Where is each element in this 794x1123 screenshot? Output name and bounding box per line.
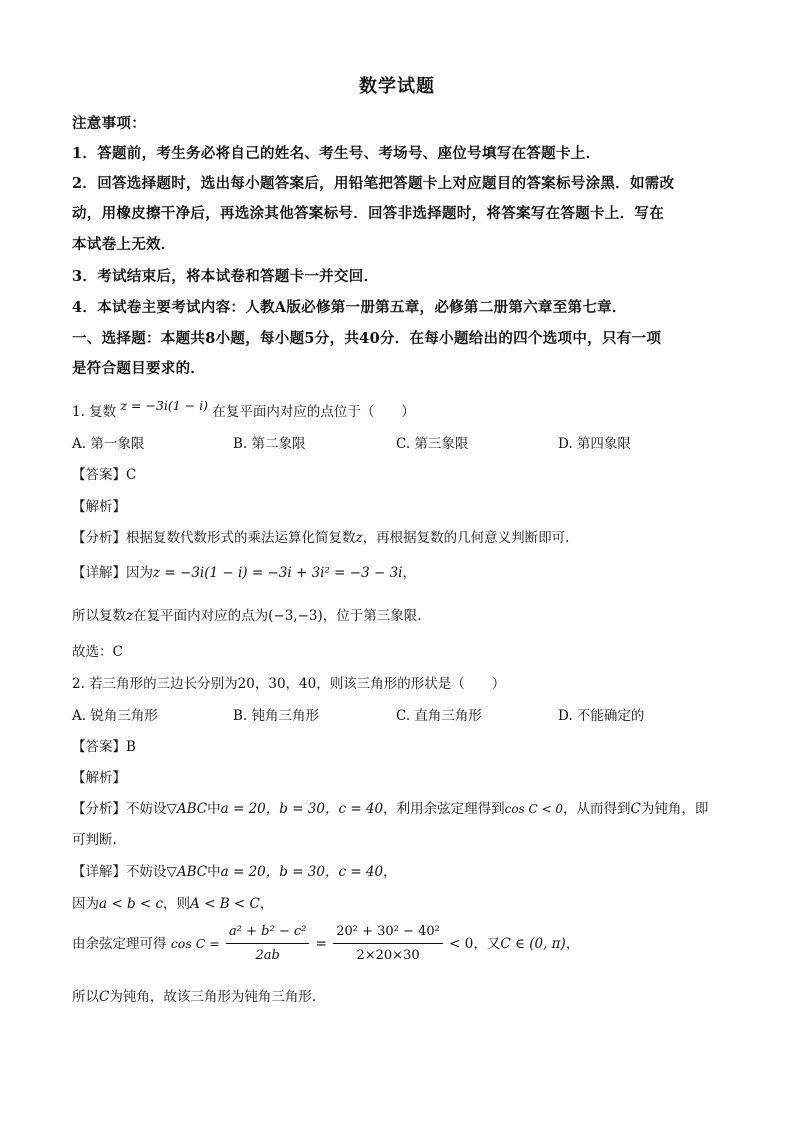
notice-line-4: 4．本试卷主要考试内容：人教A版必修第一册第五章，必修第二册第六章至第七章． bbox=[72, 299, 627, 316]
q2-because-3: ， bbox=[259, 896, 274, 912]
q1-option-a: A. 第一象限 bbox=[72, 436, 145, 452]
q1-conclusion-var: z bbox=[126, 608, 134, 624]
question-2-stem: 2. 若三角形的三边长分别为20，30，40，则该三角形的形状是（ ） bbox=[72, 676, 506, 692]
q2-option-d: D. 不能确定的 bbox=[558, 708, 645, 724]
q2-option-a: A. 锐角三角形 bbox=[72, 708, 158, 724]
q2-cos-lhs: cos C = bbox=[170, 936, 220, 951]
q1-option-d: D. 第四象限 bbox=[558, 436, 631, 452]
q1-detail-tag: 【详解】 bbox=[72, 565, 126, 581]
q2-because-ineq2: A < B < C bbox=[190, 896, 260, 912]
q1-detail-text2: ， bbox=[402, 565, 416, 581]
q2-frac2-den: 2×20×30 bbox=[356, 948, 420, 963]
section-heading-b: 是符合题目要求的． bbox=[72, 360, 206, 377]
q2-because-1: 因为 bbox=[72, 896, 99, 912]
q1-prefix: 1. 复数 bbox=[72, 404, 117, 420]
q2-cos-end: ， bbox=[565, 936, 580, 952]
q2-fenxi-a5: 为钝角，即 bbox=[640, 801, 709, 817]
q2-eq: = bbox=[315, 936, 327, 952]
q1-conclusion bbox=[72, 604, 422, 624]
q2-because-ineq: a < b < c bbox=[99, 896, 164, 912]
q2-frac1-num: a² + b² − c² bbox=[226, 922, 309, 944]
q2-cos-prefix: 由余弦定理可得 bbox=[72, 936, 167, 952]
notice-line-2a: 2．回答选择题时，选出每小题答案后，用铅笔把答题卡上对应题目的答案标号涂黑．如需改 bbox=[72, 175, 675, 192]
q1-fenxi-text1: 根据复数代数形式的乘法运算化简复数 bbox=[126, 530, 356, 546]
q1-fenxi-tag: 【分析】 bbox=[72, 530, 126, 546]
q2-frac1-den: 2ab bbox=[255, 948, 280, 963]
q2-fenxi-a4: ，从而得到 bbox=[563, 801, 631, 817]
q1-detail-text1: 因为 bbox=[126, 565, 153, 581]
q2-analysis-tag: 【解析】 bbox=[72, 770, 126, 786]
notice-line-1: 1．答题前，考生务必将自己的姓名、考生号、考场号、座位号填写在答题卡上． bbox=[72, 145, 601, 162]
q1-option-b: B. 第二象限 bbox=[233, 436, 306, 452]
q2-detail-tag: 【详解】 bbox=[72, 864, 126, 880]
q2-option-b: B. 钝角三角形 bbox=[233, 708, 320, 724]
q1-choose: 故选：C bbox=[72, 644, 123, 660]
q1-fenxi-text2: ，再根据复数的几何意义判断即可. bbox=[362, 530, 570, 546]
notice-line-3: 3．考试结束后，将本试卷和答题卡一并交回． bbox=[72, 268, 379, 285]
q2-fenxi-cos: cos C < 0 bbox=[504, 802, 564, 816]
q2-because-2: ，则 bbox=[163, 896, 191, 912]
q2-detail-a3: ， bbox=[383, 864, 397, 880]
q2-fenxi-values: a = 20，b = 30，c = 40 bbox=[220, 801, 384, 817]
q1-detail bbox=[72, 561, 416, 581]
q2-final bbox=[72, 985, 316, 1005]
q2-because bbox=[72, 892, 273, 912]
section-heading-a: 一、选择题：本题共8小题，每小题5分，共40分．在每小题给出的四个选项中，只有一项 bbox=[72, 330, 662, 347]
q1-option-c: C. 第三象限 bbox=[396, 436, 469, 452]
q2-fenxi-line-2: 可判断. bbox=[72, 832, 117, 848]
q2-option-c: C. 直角三角形 bbox=[396, 708, 482, 724]
notice-heading: 注意事项： bbox=[72, 115, 146, 132]
q1-fenxi bbox=[72, 526, 569, 546]
q2-fenxi-tag: 【分析】 bbox=[72, 801, 126, 817]
q2-cos-also: ，又 bbox=[473, 936, 501, 952]
q1-conclusion-point: (−3,−3) bbox=[268, 608, 323, 624]
q2-cos-tail: < 0 bbox=[449, 936, 474, 952]
q2-fenxi-a2: 中 bbox=[207, 801, 221, 817]
q2-fenxi-triangle: ▽ABC bbox=[166, 801, 208, 817]
q2-fenxi-a1: 不妨设 bbox=[126, 801, 167, 817]
q2-detail-a1: 不妨设 bbox=[126, 864, 167, 880]
q2-final-2: 为钝角，故该三角形为钝角三角形. bbox=[109, 989, 317, 1005]
q1-fenxi-var: z bbox=[355, 530, 363, 546]
q2-detail-values: a = 20，b = 30，c = 40 bbox=[220, 864, 384, 880]
q1-suffix: 在复平面内对应的点位于（ ） bbox=[212, 404, 415, 420]
q2-cosine-law bbox=[72, 922, 579, 966]
q1-conclusion-3: ，位于第三象限. bbox=[322, 608, 422, 624]
notice-line-2c: 本试卷上无效． bbox=[72, 236, 176, 253]
q2-final-1: 所以 bbox=[72, 989, 99, 1005]
q2-frac2-num: 20² + 30² − 40² bbox=[333, 922, 443, 944]
q2-answer-tag: 【答案】 bbox=[72, 739, 126, 755]
page-title: 数学试题 bbox=[359, 76, 435, 97]
q2-answer bbox=[72, 735, 136, 755]
q2-detail-a2: 中 bbox=[207, 864, 221, 880]
q1-answer bbox=[72, 463, 136, 483]
q2-cos-range: C ∈ (0, π) bbox=[500, 936, 566, 952]
q2-final-C: C bbox=[99, 989, 110, 1005]
q1-conclusion-2: 在复平面内对应的点为 bbox=[133, 608, 269, 624]
question-1-stem bbox=[72, 400, 415, 420]
q2-detail-triangle: ▽ABC bbox=[166, 864, 208, 880]
q1-analysis-tag: 【解析】 bbox=[72, 499, 126, 515]
notice-line-2b: 动，用橡皮擦干净后，再选涂其他答案标号．回答非选择题时，将答案写在答题卡上．写在 bbox=[72, 205, 664, 222]
q2-fenxi-a3: ，利用余弦定理得到 bbox=[383, 801, 505, 817]
q2-fenxi-line-1 bbox=[72, 797, 708, 817]
q1-answer-value: C bbox=[126, 467, 137, 483]
q2-detail bbox=[72, 860, 397, 880]
q2-answer-value: B bbox=[126, 739, 136, 755]
q2-fenxi-C: C bbox=[630, 801, 641, 817]
q2-fraction-1 bbox=[226, 922, 309, 966]
q1-formula: z = −3i(1 − i) bbox=[120, 398, 209, 413]
q1-conclusion-1: 所以复数 bbox=[72, 608, 126, 624]
q2-fraction-2 bbox=[333, 922, 443, 966]
q1-answer-tag: 【答案】 bbox=[72, 467, 126, 483]
q1-detail-formula: z = −3i(1 − i) = −3i + 3i² = −3 − 3i bbox=[153, 565, 403, 581]
